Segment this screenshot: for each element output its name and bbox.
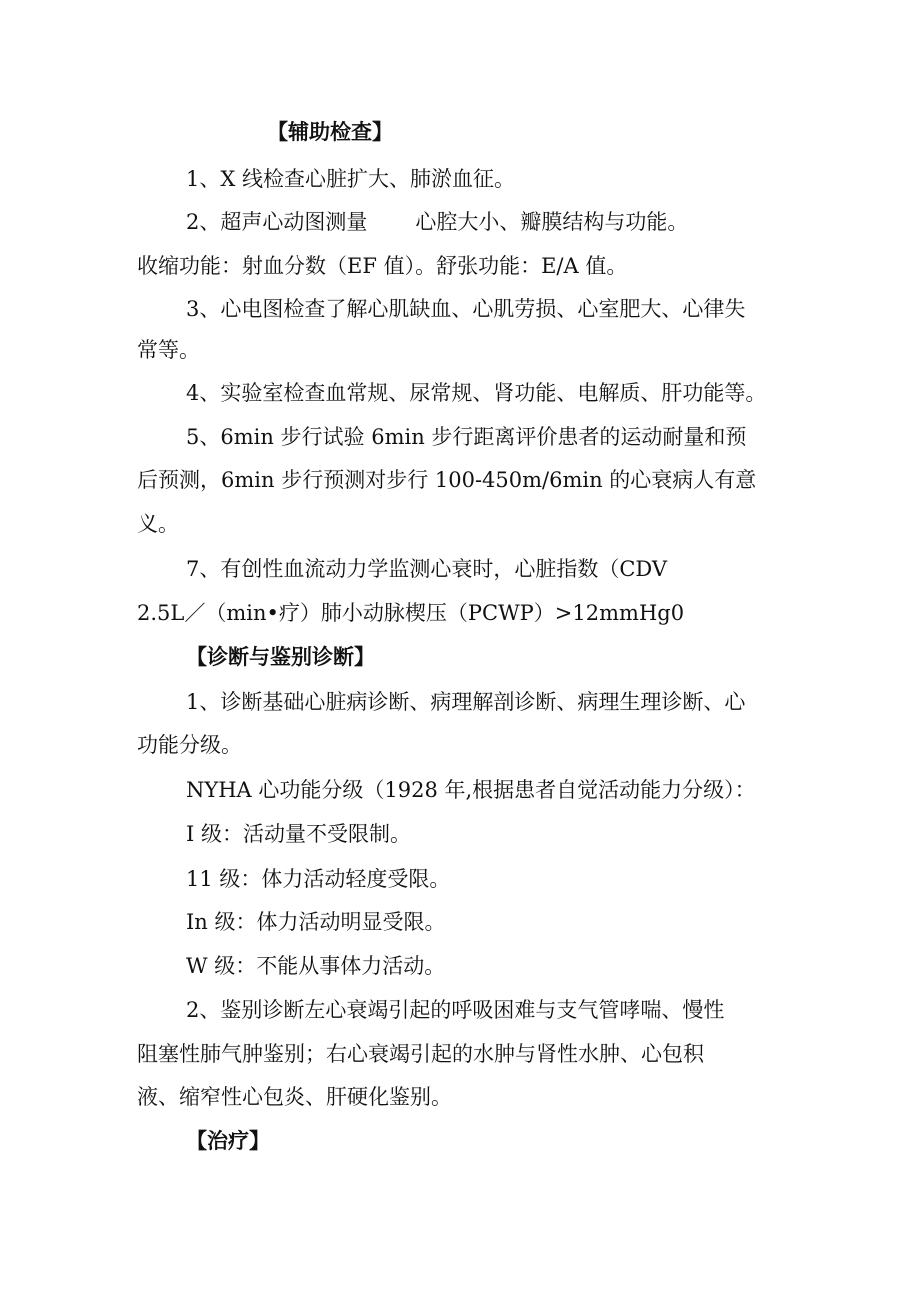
nyha-classification: NYHA 心功能分级（1928 年,根据患者自觉活动能力分级）： (186, 778, 756, 802)
aux-item-2-part-a: 2、超声心动图测量 (186, 210, 368, 234)
nyha-grade-2: 11 级：体力活动轻度受限。 (186, 867, 451, 891)
heading-auxiliary-exam: 【辅助检查】 (267, 119, 393, 144)
diag-item-1-continuation: 功能分级。 (137, 733, 242, 757)
aux-item-1: 1、X 线检查心脏扩大、肺淤血征。 (186, 167, 515, 191)
aux-item-5-continuation-2: 义。 (137, 512, 179, 536)
diag-item-2: 2、鉴别诊断左心衰竭引起的呼吸困难与支气管哮喘、慢性 (186, 998, 725, 1022)
diag-item-2-continuation-1: 阻塞性肺气肿鉴别；右心衰竭引起的水肿与肾性水肿、心包积 (137, 1042, 704, 1066)
aux-item-2-continuation: 收缩功能：射血分数（EF 值）。舒张功能：E/A 值。 (137, 254, 628, 278)
nyha-grade-3: In 级：体力活动明显受限。 (186, 910, 446, 934)
aux-item-3: 3、心电图检查了解心肌缺血、心肌劳损、心室肥大、心律失 (186, 297, 746, 321)
aux-item-2 (186, 207, 688, 237)
heading-diagnosis: 【诊断与鉴别诊断】 (186, 644, 375, 669)
diag-item-1: 1、诊断基础心脏病诊断、病理解剖诊断、病理生理诊断、心 (186, 690, 746, 714)
aux-item-7: 7、有创性血流动力学监测心衰时，心脏指数（CDV (186, 557, 668, 581)
nyha-grade-1: I 级：活动量不受限制。 (186, 822, 411, 846)
aux-item-5-continuation-1: 后预测，6min 步行预测对步行 100-450m/6min 的心衰病人有意 (137, 468, 757, 492)
aux-item-7-continuation: 2.5L／（min•疗）肺小动脉楔压（PCWP）>12mmHg0 (137, 601, 685, 625)
aux-item-3-continuation: 常等。 (137, 338, 200, 362)
aux-item-2-part-b: 心腔大小、瓣膜结构与功能。 (415, 210, 689, 234)
diag-item-2-continuation-2: 液、缩窄性心包炎、肝硬化鉴别。 (137, 1085, 452, 1109)
nyha-grade-4: W 级：不能从事体力活动。 (186, 954, 446, 978)
aux-item-4: 4、实验室检查血常规、尿常规、肾功能、电解质、肝功能等。 (186, 381, 767, 405)
aux-item-5: 5、6min 步行试验 6min 步行距离评价患者的运动耐量和预 (186, 425, 747, 449)
heading-treatment: 【治疗】 (186, 1128, 270, 1153)
